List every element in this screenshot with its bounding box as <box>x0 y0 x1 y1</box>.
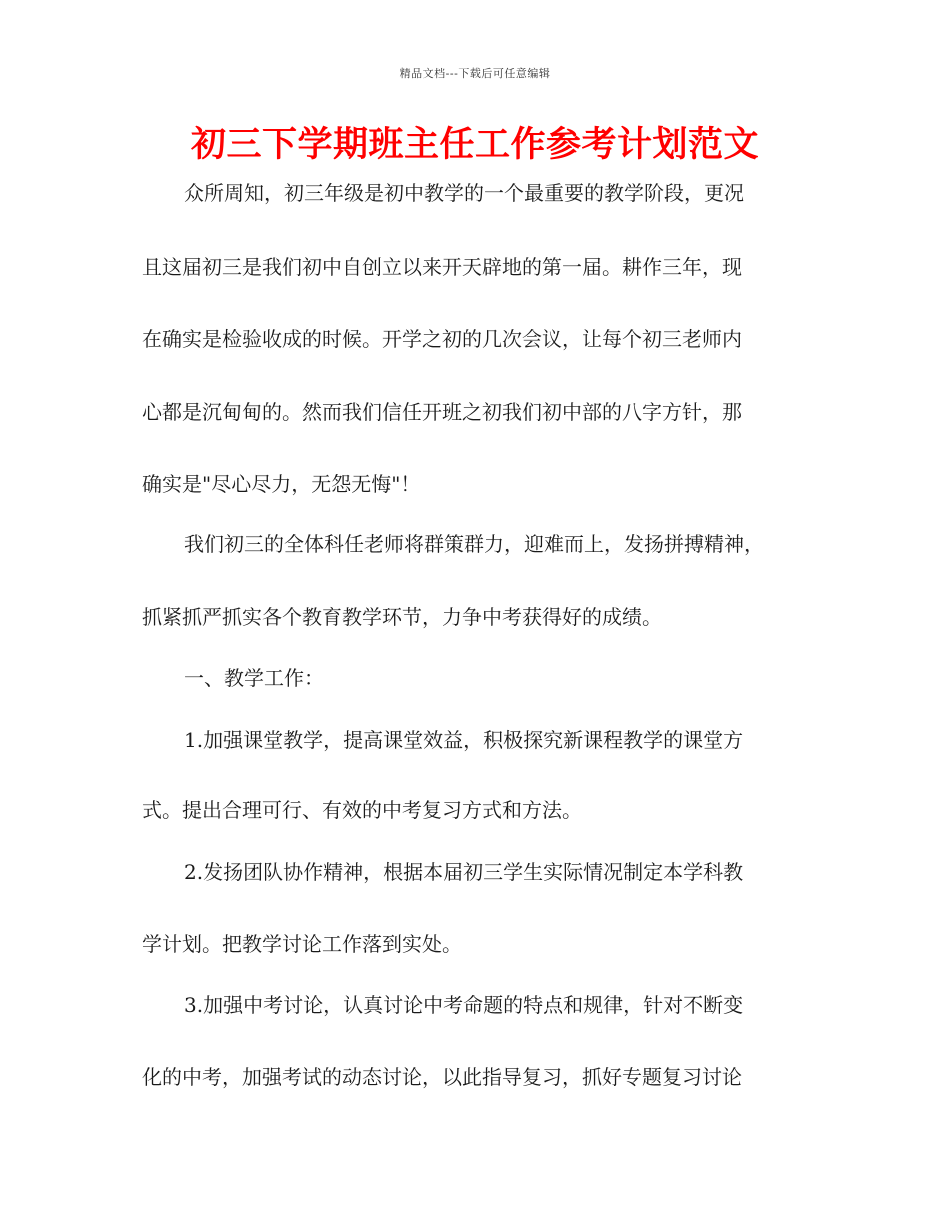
section-heading: 一、教学工作： <box>184 666 324 690</box>
paragraph-line: 2.发扬团队协作精神，根据本届初三学生实际情况制定本学科教 <box>184 860 744 884</box>
paragraph-line: 抓紧抓严抓实各个教育教学环节，力争中考获得好的成绩。 <box>142 605 662 629</box>
paragraph-line: 式。提出合理可行、有效的中考复习方式和方法。 <box>142 798 582 822</box>
paragraph-line: 众所周知，初三年级是初中教学的一个最重要的教学阶段，更况 <box>184 181 744 205</box>
document-title: 初三下学期班主任工作参考计划范文 <box>190 125 759 165</box>
paragraph-line: 心都是沉甸甸的。然而我们信任开班之初我们初中部的八字方针，那 <box>142 400 742 424</box>
paragraph-line: 确实是"尽心尽力，无怨无悔"！ <box>142 472 421 496</box>
page-header-note: 精品文档---下载后可任意编辑 <box>399 67 551 80</box>
paragraph-line: 3.加强中考讨论，认真讨论中考命题的特点和规律，针对不断变 <box>184 993 744 1017</box>
paragraph-line: 1.加强课堂教学，提高课堂效益，积极探究新课程教学的课堂方 <box>184 728 744 752</box>
paragraph-line: 我们初三的全体科任老师将群策群力，迎难而上，发扬拼搏精神， <box>184 532 764 556</box>
paragraph-line: 学计划。把教学讨论工作落到实处。 <box>142 932 462 956</box>
paragraph-line: 且这届初三是我们初中自创立以来开天辟地的第一届。耕作三年，现 <box>142 255 742 279</box>
paragraph-line: 化的中考，加强考试的动态讨论，以此指导复习，抓好专题复习讨论 <box>142 1065 742 1089</box>
paragraph-line: 在确实是检验收成的时候。开学之初的几次会议，让每个初三老师内 <box>142 327 742 351</box>
